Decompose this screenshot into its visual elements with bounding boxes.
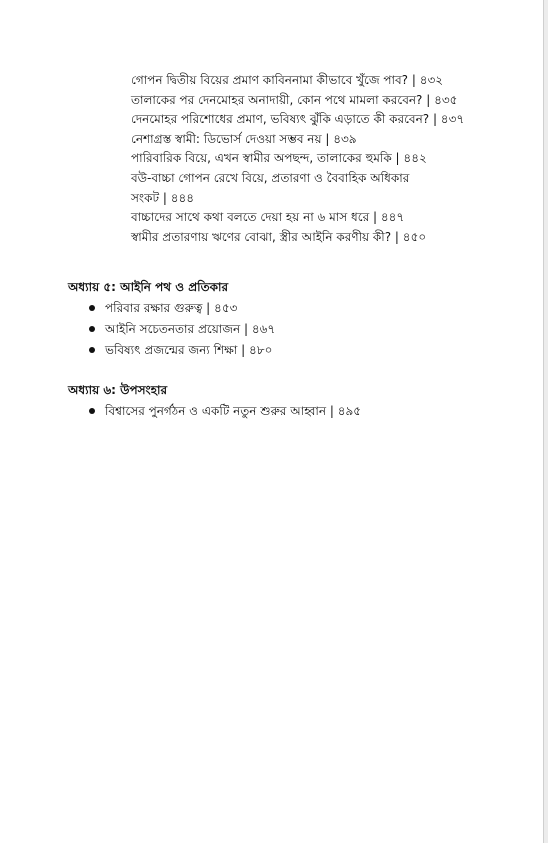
toc-entry-continuation: সংকট | ৪৪৪	[131, 190, 195, 205]
chapter-heading: অধ্যায় ৬: উপসংহার	[68, 383, 168, 397]
list-item-text: ভবিষ্যৎ প্রজন্মের জন্য শিক্ষা | ৪৮০	[105, 343, 273, 357]
chapter-heading: অধ্যায় ৫: আইনি পথ ও প্রতিকার	[68, 280, 229, 294]
list-item	[68, 298, 508, 319]
toc-entry: তালাকের পর দেনমোহর অনাদায়ী, কোন পথে মামলা করবেন? | ৪৩৫	[131, 92, 458, 107]
toc-entry: গোপন দ্বিতীয় বিয়ের প্রমাণ কাবিননামা কীভাবে খুঁজে পাব? | ৪৩২	[131, 73, 444, 87]
toc-entry: স্বামীর প্রতারণায় ঋণের বোঝা, স্ত্রীর আইনি করণীয় কী? | ৪৫০	[131, 229, 427, 244]
list-item	[68, 340, 508, 361]
bullet-icon	[89, 305, 95, 311]
toc-entry: বাচ্চাদের সাথে কথা বলতে দেয়া হয় না ৬ মাস ধরে | ৪৪৭	[131, 210, 405, 225]
list-item-text: আইনি সচেতনতার প্রয়োজন | ৪৬৭	[105, 322, 276, 336]
toc-entry: পারিবারিক বিয়ে, এখন স্বামীর অপছন্দ, তালাকের হুমকি | ৪৪২	[131, 151, 427, 166]
toc-entry: নেশাগ্রস্ত স্বামী: ডিভোর্স দেওয়া সম্ভব নয় | ৪৩৯	[131, 131, 357, 146]
list-item	[68, 401, 508, 422]
list-item-text: বিশ্বাসের পুনর্গঠন ও একটি নতুন শুরুর আহ্বান | ৪৯৫	[105, 404, 362, 418]
chapter-6-section	[68, 381, 508, 422]
chapter-5-section	[68, 278, 508, 361]
bullet-icon	[89, 326, 95, 332]
bullet-icon	[89, 408, 95, 414]
bullet-icon	[89, 347, 95, 353]
toc-entry: বউ-বাচ্চা গোপন রেখে বিয়ে, প্রতারণা ও বৈবাহিক অধিকার	[131, 170, 410, 185]
continued-toc-list	[131, 71, 526, 247]
page-edge-shadow	[544, 0, 548, 843]
page-edge-line	[543, 0, 544, 843]
list-item-text: পরিবার রক্ষার গুরুত্ব | ৪৫৩	[105, 301, 238, 315]
toc-entry: দেনমোহর পরিশোধের প্রমাণ, ভবিষ্যৎ ঝুঁকি এড়াতে কী করবেন? | ৪৩৭	[131, 112, 465, 127]
list-item	[68, 319, 508, 340]
